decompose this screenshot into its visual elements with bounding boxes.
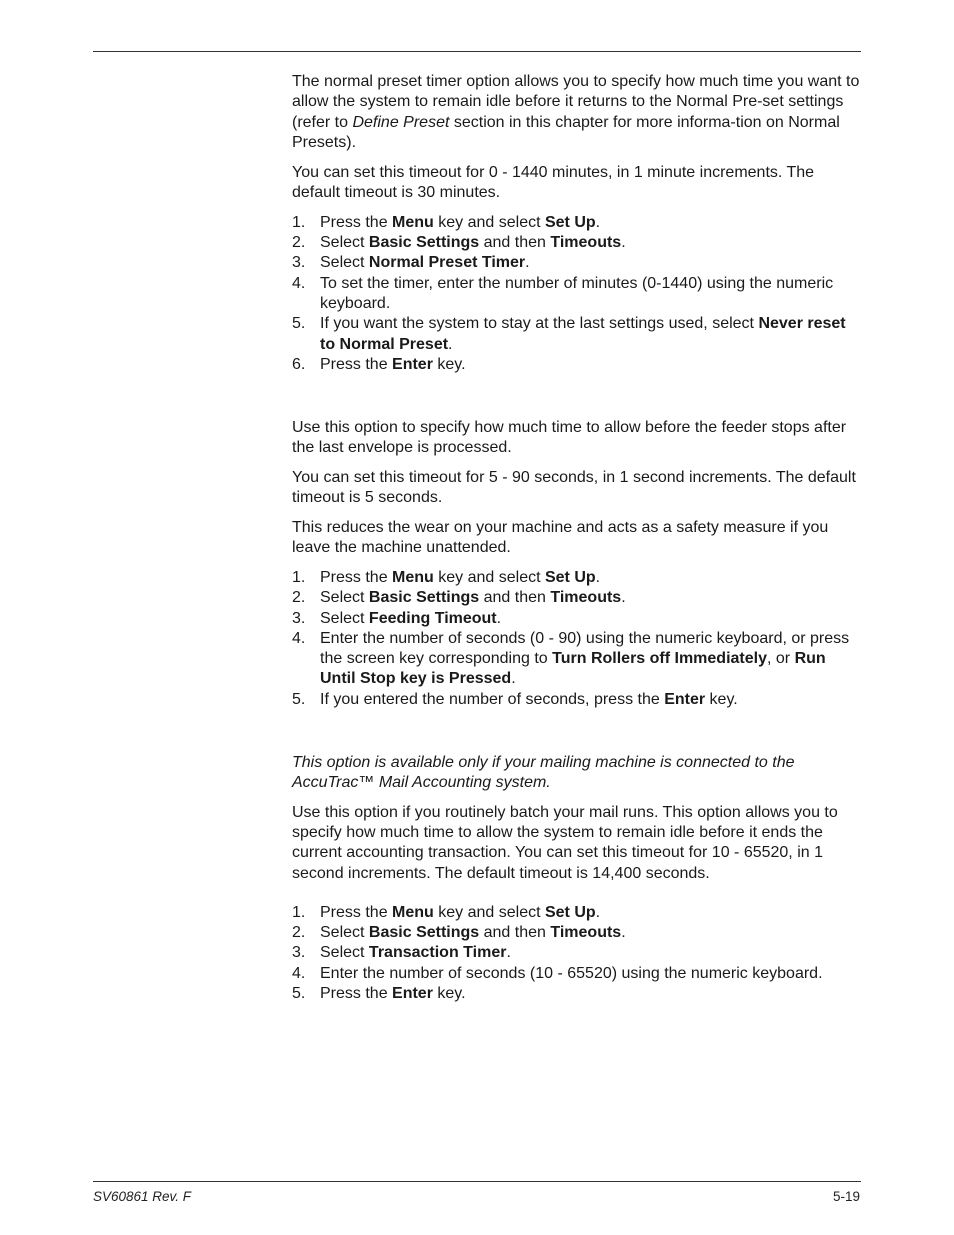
step-text: Press the [320, 984, 393, 1002]
step-keyword: Set Up [544, 213, 596, 231]
step-text: . [595, 568, 601, 586]
step-keyword: Basic Settings [368, 589, 480, 607]
step-number: 1. [292, 568, 306, 586]
step-item [292, 903, 860, 923]
section1-intro: The normal preset timer option allows you to specify how much time you want to allow the system to remain idle before it returns to the Normal Pre-set settings (refer to Define Preset section in this chapter for more informa-tion on Normal Presets). [292, 73, 860, 151]
step-text: . [621, 234, 626, 252]
step-text: and then [479, 924, 551, 942]
define-preset-ref: Define Preset [352, 113, 450, 131]
step-keyword: Basic Settings [368, 234, 480, 252]
section2-intro: Use this option to specify how much time to allow before the feeder stops after the last envelope is processed. [292, 418, 847, 456]
step-text: Press the [320, 903, 393, 921]
step-text: . [595, 213, 601, 231]
step-text: . [506, 944, 511, 962]
section2-note: This reduces the wear on your machine and acts as a safety measure if you leave the machine unattended. [292, 518, 829, 557]
step-number: 3. [292, 254, 306, 272]
step-item [292, 629, 860, 690]
step-text: and then [479, 234, 551, 252]
step-keyword: Turn Rollers off Immediately [552, 650, 767, 668]
step-item [292, 274, 860, 315]
step-keyword: Enter [664, 690, 706, 708]
step-item [292, 690, 860, 710]
step-text: Press the [320, 568, 393, 586]
section1-steps [292, 213, 860, 375]
step-number: 5. [292, 984, 306, 1002]
section1-range: You can set this timeout for 0 - 1440 minutes, in 1 minute increments. The default timeout is 30 minutes. [292, 163, 815, 201]
step-text: Press the [320, 355, 393, 373]
step-text: Enter the number of seconds (10 - 65520) using the numeric keyboard. [320, 964, 823, 982]
step-keyword: Set Up [544, 903, 596, 921]
step-text: If you entered the number of seconds, press the [320, 690, 665, 708]
page-number: 5-19 [832, 1189, 860, 1204]
step-text: key and select [433, 568, 545, 586]
step-text: Select [320, 944, 369, 962]
step-number: 2. [292, 924, 306, 942]
step-keyword: Timeouts [550, 924, 622, 942]
step-text: . [621, 589, 626, 607]
step-number: 4. [292, 629, 306, 647]
step-text: , or [767, 650, 795, 668]
step-item [292, 213, 860, 233]
step-number: 5. [292, 690, 306, 708]
step-text: To set the timer, enter the number of minutes (0-1440) using the numeric keyboard. [320, 274, 834, 312]
step-item [292, 923, 860, 943]
step-item [292, 588, 860, 608]
step-keyword: Timeouts [550, 234, 622, 252]
step-keyword: Transaction Timer [368, 944, 507, 962]
footer-rule [93, 1181, 861, 1182]
header-rule [93, 51, 861, 52]
step-number: 1. [292, 903, 306, 921]
step-text: Select [320, 234, 369, 252]
step-number: 3. [292, 944, 306, 962]
section3-steps [292, 903, 860, 1004]
step-text: . [511, 670, 516, 688]
step-item [292, 984, 860, 1004]
step-text: key. [432, 984, 466, 1002]
section-gap [292, 385, 860, 418]
step-keyword: Menu [392, 568, 434, 586]
step-text: Select [320, 589, 369, 607]
step-keyword: Normal Preset Timer [368, 254, 526, 272]
step-number: 2. [292, 234, 306, 252]
step-keyword: Menu [392, 213, 434, 231]
step-item [292, 233, 860, 253]
step-text: and then [479, 589, 551, 607]
step-keyword: Enter [392, 984, 433, 1002]
step-text: If you want the system to stay at the last settings used, select [320, 315, 759, 333]
step-keyword: Enter [392, 355, 433, 373]
step-text: Select [320, 609, 369, 627]
section3-intro: Use this option if you routinely batch your mail runs. This option allows you to specify how much time to allow the system to remain idle before it ends the current accounting transaction. You can set this timeout for 10 - 65520, in 1 second increments. The default timeout is 14,400 seconds. [292, 803, 838, 882]
step-number: 1. [292, 213, 306, 231]
step-item [292, 943, 860, 963]
section2-range: You can set this timeout for 5 - 90 seconds, in 1 second increments. The default timeout is 5 seconds. [292, 468, 856, 507]
step-item [292, 609, 860, 629]
section-gap [292, 720, 860, 753]
step-number: 4. [292, 964, 306, 982]
step-keyword: Set Up [544, 568, 596, 586]
step-text: key. [432, 355, 466, 373]
step-item [292, 568, 860, 588]
step-text: Select [320, 254, 369, 272]
step-number: 4. [292, 274, 306, 292]
step-item [292, 355, 860, 375]
step-text: . [595, 903, 601, 921]
step-text: Select [320, 924, 369, 942]
step-number: 6. [292, 355, 306, 373]
document-id: SV60861 Rev. F [93, 1189, 192, 1204]
step-item [292, 253, 860, 273]
step-text: . [448, 335, 453, 353]
step-keyword: Menu [392, 903, 434, 921]
step-text: key and select [433, 903, 545, 921]
step-text: key. [705, 690, 738, 708]
step-number: 3. [292, 609, 306, 627]
step-text: . [496, 609, 502, 627]
page-body [292, 72, 860, 1014]
step-keyword: Never reset to Normal Preset [320, 315, 846, 353]
step-keyword: Basic Settings [368, 924, 480, 942]
step-item [292, 964, 860, 984]
step-number: 5. [292, 315, 306, 333]
step-item [292, 314, 860, 355]
step-text: key and select [433, 213, 545, 231]
step-text: . [525, 254, 530, 272]
step-keyword: Feeding Timeout [368, 609, 497, 627]
step-text: Press the [320, 213, 393, 231]
step-keyword: Timeouts [550, 589, 622, 607]
step-text: Enter the number of seconds (0 - 90) using the numeric keyboard, or press the screen key corresponding to [320, 629, 850, 668]
section2-steps [292, 568, 860, 710]
section3-note: This option is available only if your mailing machine is connected to the AccuTrac™ Mail Accounting system. [292, 753, 795, 791]
step-text: . [621, 924, 626, 942]
step-keyword: Run Until Stop key is Pressed [320, 650, 826, 688]
step-number: 2. [292, 589, 306, 607]
